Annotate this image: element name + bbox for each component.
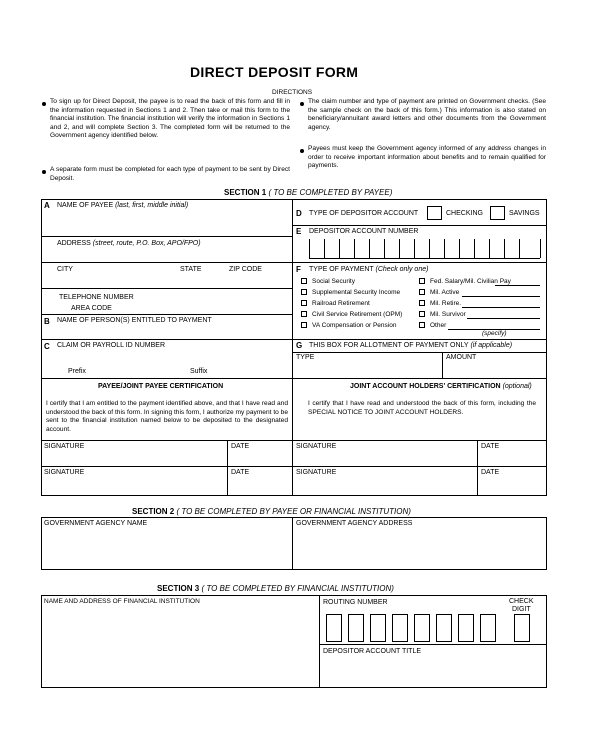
fi-name-label: NAME AND ADDRESS OF FINANCIAL INSTITUTION (44, 598, 200, 605)
option-mil-retire: Mil. Retire. (430, 300, 462, 307)
prefix-label: Prefix (68, 368, 86, 375)
payee-address-field[interactable] (42, 249, 291, 261)
routing-digit-box[interactable] (392, 614, 408, 642)
claim-id-label: CLAIM OR PAYROLL ID NUMBER (57, 342, 166, 349)
section-letter-e: E (296, 227, 302, 236)
routing-digit-box[interactable] (348, 614, 364, 642)
option-civil-service: Civil Service Retirement (OPM) (312, 311, 403, 318)
savings-label: SAVINGS (509, 210, 540, 217)
payee-cert-heading: PAYEE/JOINT PAYEE CERTIFICATION (98, 383, 224, 390)
account-number-field[interactable] (309, 238, 540, 258)
direction-right-1: The claim number and type of payment are printed on Government checks. (See the sample check on the back of this form.) This information is also stated on beneficiary/annuitant award letters and other documents from the Government agency. (308, 98, 546, 131)
agency-address-field[interactable] (294, 530, 545, 568)
allotment-label: THIS BOX FOR ALLOTMENT OF PAYMENT ONLY (if applicable) (309, 342, 513, 349)
savings-checkbox[interactable] (490, 206, 505, 220)
entitled-person-label: NAME OF PERSON(S) ENTITLED TO PAYMENT (57, 317, 212, 324)
va-checkbox[interactable] (301, 322, 307, 328)
account-title-label: DEPOSITOR ACCOUNT TITLE (323, 648, 422, 655)
section-letter-d: D (296, 209, 302, 218)
payee-address-label: ADDRESS (street, route, P.O. Box, APO/FPO) (57, 240, 201, 247)
routing-digit-box[interactable] (458, 614, 474, 642)
date-label-3: DATE (231, 469, 250, 476)
routing-digit-box[interactable] (436, 614, 452, 642)
account-title-field[interactable] (321, 658, 545, 686)
section-letter-f: F (296, 265, 301, 274)
account-number-label: DEPOSITOR ACCOUNT NUMBER (309, 228, 419, 235)
date-label-2: DATE (481, 443, 500, 450)
city-label: CITY (57, 266, 73, 273)
other-checkbox[interactable] (419, 322, 425, 328)
signature-label-4: SIGNATURE (296, 469, 337, 476)
account-type-label: TYPE OF DEPOSITOR ACCOUNT (309, 210, 419, 217)
routing-digit-box[interactable] (326, 614, 342, 642)
bullet-icon (300, 102, 304, 106)
bullet-icon (42, 102, 46, 106)
section-letter-g: G (296, 341, 303, 350)
date-label-4: DATE (481, 469, 500, 476)
date-label-1: DATE (231, 443, 250, 450)
checking-checkbox[interactable] (427, 206, 442, 220)
signature-field-4[interactable] (294, 478, 476, 495)
mil-retire-checkbox[interactable] (419, 300, 425, 306)
directions-heading: DIRECTIONS (272, 89, 313, 96)
signature-label-3: SIGNATURE (44, 469, 85, 476)
mil-survivor-checkbox[interactable] (419, 311, 425, 317)
allotment-amount-label: AMOUNT (446, 354, 477, 361)
option-ssi: Supplemental Security Income (312, 289, 401, 296)
routing-label: ROUTING NUMBER (323, 599, 388, 606)
section-letter-a: A (44, 201, 50, 210)
fi-name-field[interactable] (42, 608, 318, 686)
civil-service-checkbox[interactable] (301, 311, 307, 317)
section3-heading: SECTION 3 ( TO BE COMPLETED BY FINANCIAL INSTITUTION) (157, 584, 394, 593)
ssi-checkbox[interactable] (301, 289, 307, 295)
joint-cert-text: I certify that I have read and understood the back of this form, including the SPECIAL NOTICE TO JOINT ACCOUNT HOLDERS. (308, 400, 536, 416)
direction-left-1: To sign up for Direct Deposit, the payee is to read the back of this form and fill in the information requested in Sections 1 and 2. Then take or mail this form to the financial institution. The financial institution will verify the information in Sections 1 and 2, and will complete Section 3. The completed form will be returned to the Government agency identified below. (50, 98, 290, 140)
option-va: VA Compensation or Pension (312, 322, 397, 329)
telephone-label: TELEPHONE NUMBER (59, 294, 134, 301)
check-digit-label-2: DIGIT (512, 606, 531, 613)
agency-name-label: GOVERNMENT AGENCY NAME (44, 520, 148, 527)
section-letter-b: B (44, 317, 50, 326)
allotment-type-label: TYPE (296, 354, 315, 361)
option-railroad: Railroad Retirement (312, 300, 370, 307)
signature-field-2[interactable] (294, 452, 476, 465)
area-code-label: AREA CODE (71, 305, 112, 312)
section-letter-c: C (44, 342, 50, 351)
form-title: DIRECT DEPOSIT FORM (190, 64, 359, 80)
social-security-checkbox[interactable] (301, 278, 307, 284)
payee-name-label: NAME OF PAYEE (last, first, middle initial) (57, 202, 189, 209)
joint-cert-heading: JOINT ACCOUNT HOLDERS' CERTIFICATION (optional) (350, 383, 532, 390)
option-fed-salary: Fed. Salary/Mil. Civilian Pay (430, 278, 511, 285)
direction-right-2: Payees must keep the Government agency informed of any address changes in order to receive important information about benefits and to remain qualified for payments. (308, 145, 546, 170)
routing-digit-box[interactable] (370, 614, 386, 642)
signature-field-3[interactable] (42, 478, 226, 495)
agency-name-field[interactable] (42, 530, 291, 568)
suffix-label: Suffix (190, 368, 208, 375)
entitled-person-field[interactable] (42, 326, 291, 338)
checking-label: CHECKING (446, 210, 483, 217)
routing-digit-box[interactable] (480, 614, 496, 642)
direction-left-2: A separate form must be completed for each type of payment to be sent by Direct Deposit. (50, 166, 290, 182)
option-mil-survivor: Mil. Survivor (430, 311, 466, 318)
signature-field-1[interactable] (42, 452, 226, 465)
signature-label-2: SIGNATURE (296, 443, 337, 450)
specify-label: (specify) (482, 330, 507, 337)
routing-digit-box[interactable] (414, 614, 430, 642)
section2-heading: SECTION 2 ( TO BE COMPLETED BY PAYEE OR FINANCIAL INSTITUTION) (132, 507, 411, 516)
option-mil-active: Mil. Active (430, 289, 460, 296)
signature-label-1: SIGNATURE (44, 443, 85, 450)
section1-heading: SECTION 1 ( TO BE COMPLETED BY PAYEE) (224, 188, 393, 197)
option-other: Other (430, 322, 447, 329)
bullet-icon (300, 149, 304, 153)
fed-salary-checkbox[interactable] (419, 278, 425, 284)
option-social-security: Social Security (312, 278, 355, 285)
payee-name-field[interactable] (42, 212, 291, 235)
state-label: STATE (180, 266, 202, 273)
check-digit-label-1: CHECK (509, 598, 534, 605)
bullet-icon (42, 170, 46, 174)
payee-cert-text: I certify that I am entitled to the payment identified above, and that I have read and understood the back of this form. In signing this form, I authorize my payment to be sent to the financial institution named below to be deposited to the designated account. (46, 400, 288, 433)
mil-active-checkbox[interactable] (419, 289, 425, 295)
check-digit-box[interactable] (514, 614, 530, 642)
railroad-checkbox[interactable] (301, 300, 307, 306)
zip-label: ZIP CODE (229, 266, 262, 273)
agency-address-label: GOVERNMENT AGENCY ADDRESS (296, 520, 413, 527)
payment-type-label: TYPE OF PAYMENT (Check only one) (309, 266, 429, 273)
